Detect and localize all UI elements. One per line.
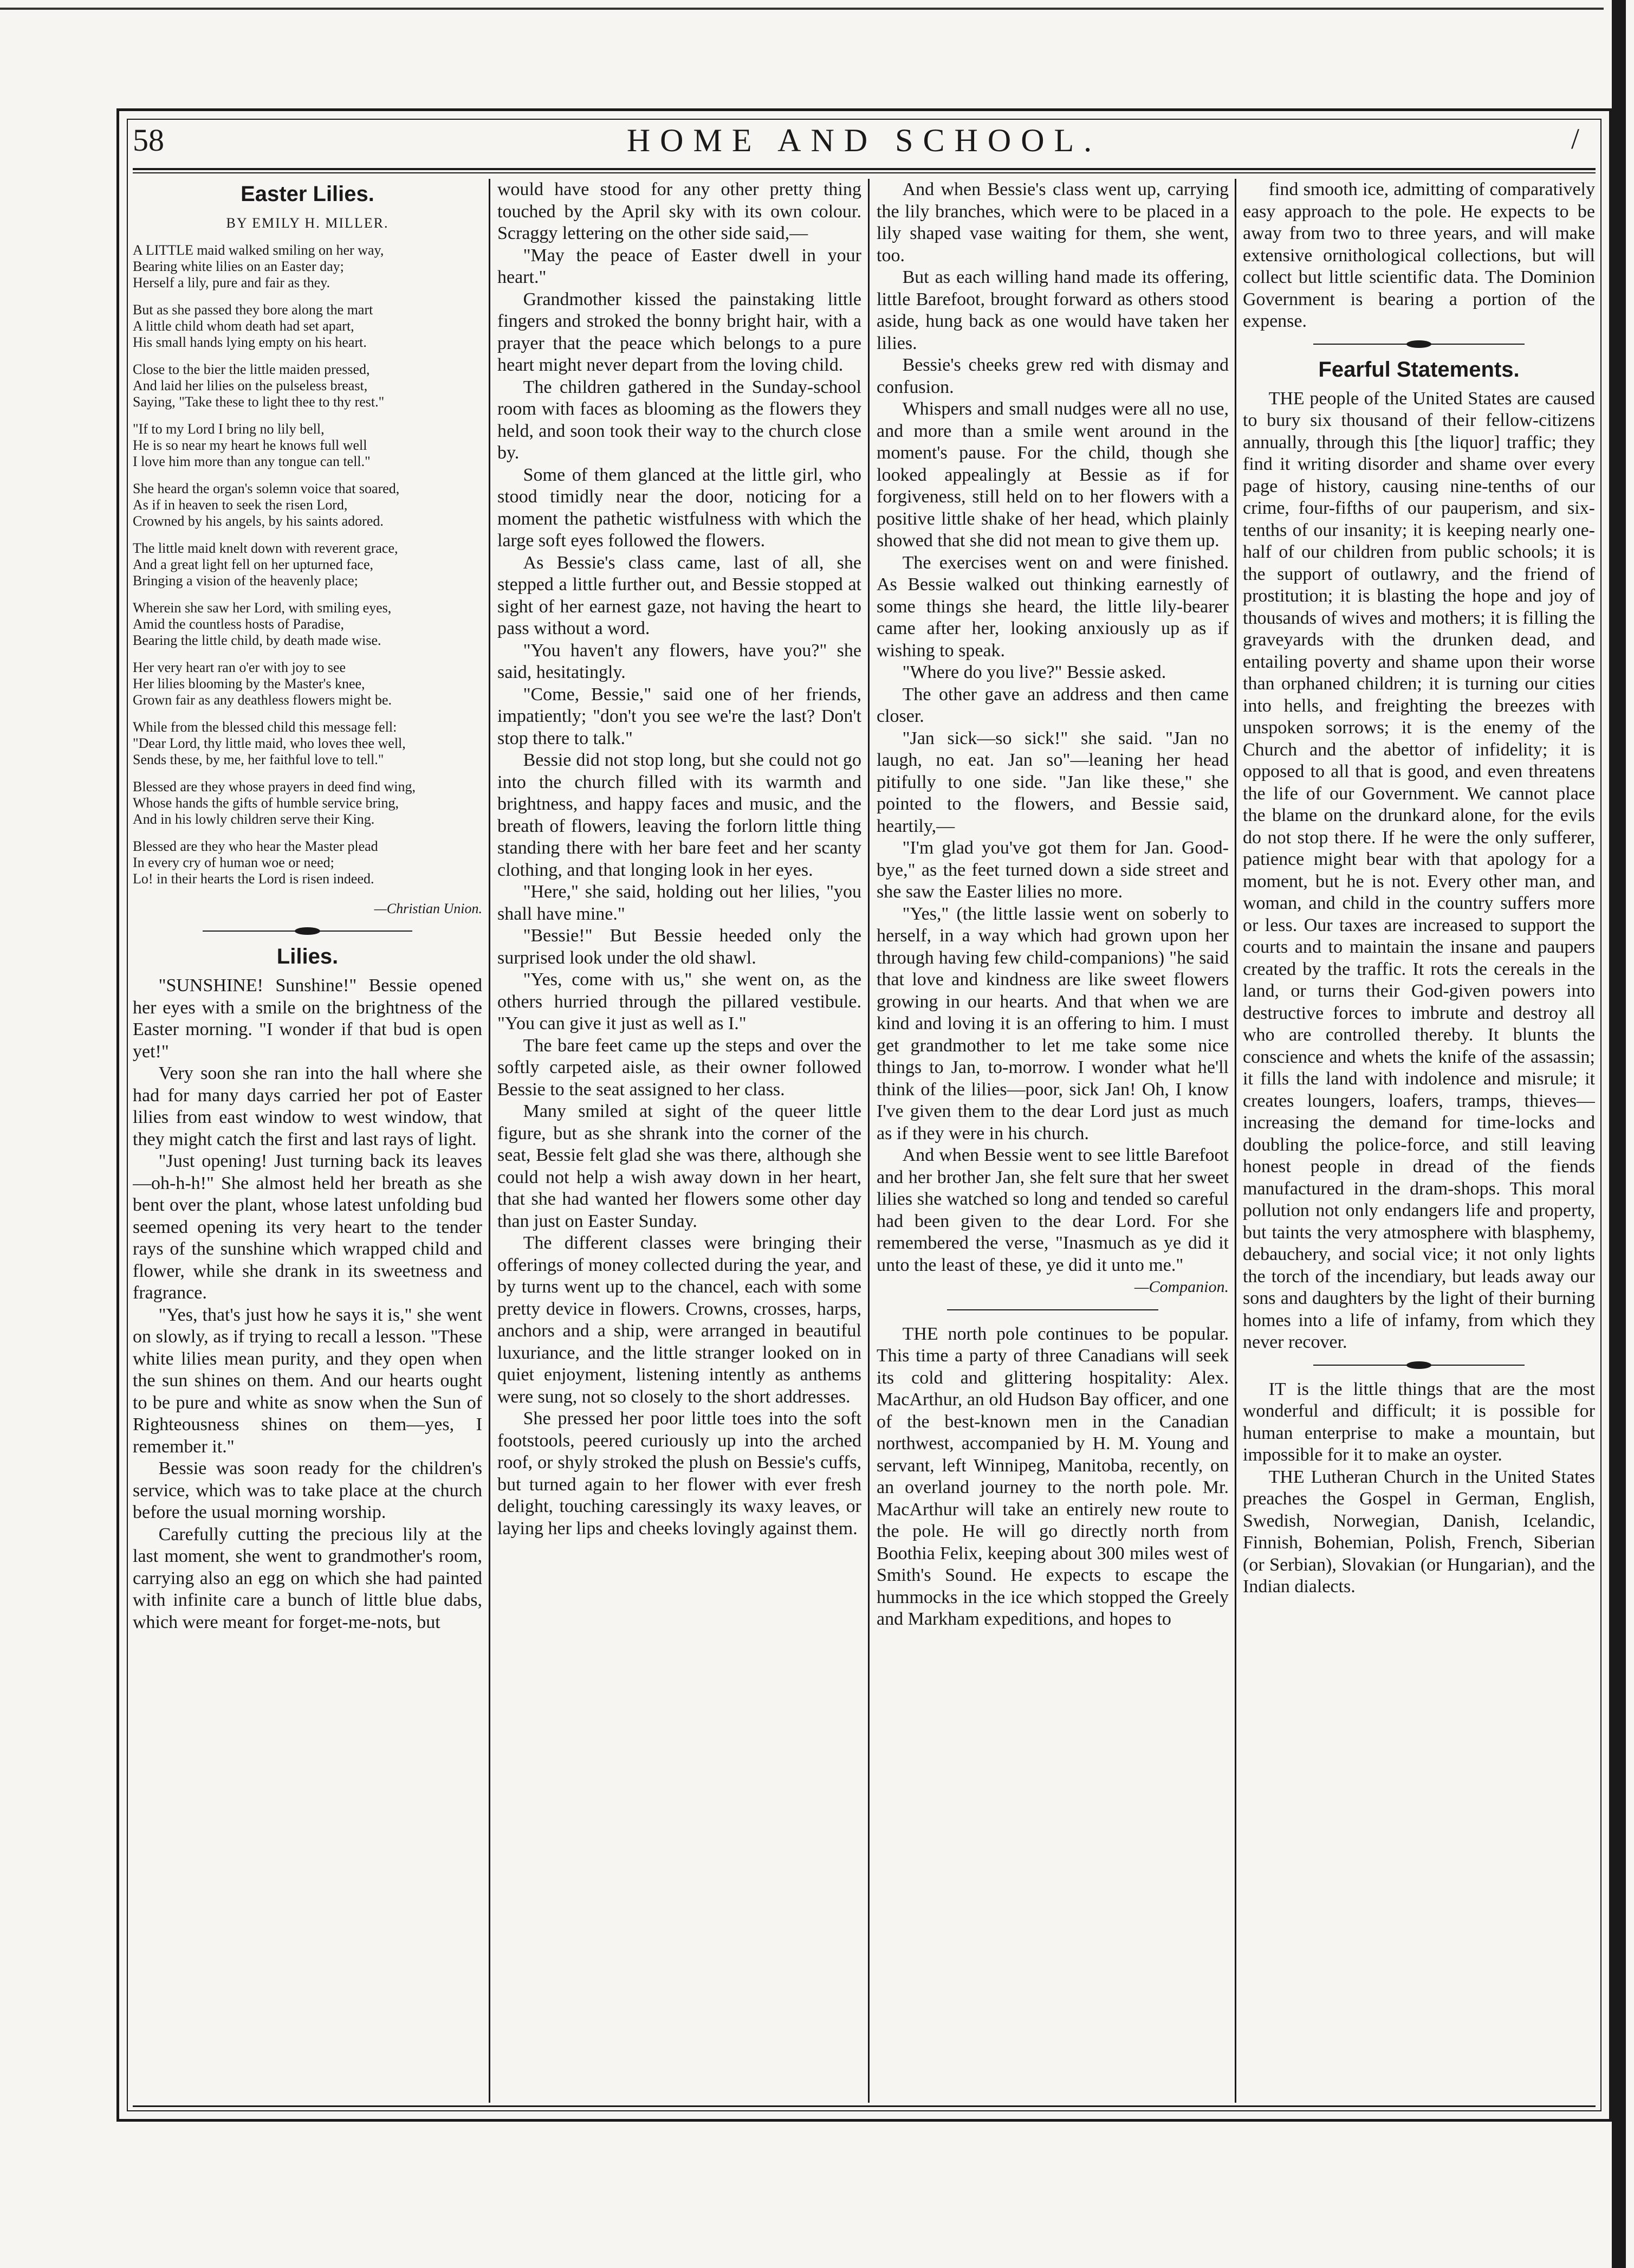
little-things-paragraph: IT is the little things that are the most wonderful and difficult; it is possible for human enterprise to make a mountain, but impossible for it to make an oyster. xyxy=(1243,1379,1595,1465)
section-divider xyxy=(1313,1361,1525,1369)
poem-line: She heard the organ's solemn voice that soared, xyxy=(133,480,400,496)
page-number: 58 xyxy=(133,122,164,158)
poem-stanza xyxy=(133,481,482,529)
poem-line: A little child whom death had set apart, xyxy=(133,318,354,334)
section-divider xyxy=(203,927,412,935)
poem-line: A LITTLE maid walked smiling on her way, xyxy=(133,242,384,258)
lilies-paragraph: And when Bessie went to see little Barefoot and her brother Jan, she felt sure that her sweet lilies she watched so long and tended so careful had been given to the dear Lord. For she remembered the verse, "Inasmuch as ye did it unto the least of these, ye did it unto me." xyxy=(877,1145,1229,1275)
column-2 xyxy=(497,179,861,2097)
poem-line: Saying, "Take these to light thee to thy rest." xyxy=(133,393,385,410)
lilies-paragraph: "You haven't any flowers, have you?" she said, hesitatingly. xyxy=(497,640,861,682)
easter-lilies-poem xyxy=(133,242,482,887)
lilies-paragraph: The other gave an address and then came closer. xyxy=(877,684,1229,726)
story-credit: —Companion. xyxy=(1134,1278,1229,1296)
lilies-paragraph: "Yes," (the little lassie went on soberly to herself, in a way which had grown upon her through having few child-companions) "he said that love and kindness are like sweet flowers growing in our hearts. And that when we are kind and loving it is an offering to him. I must get grandmother to let me take some nice things to Jan, to-morrow. I wonder what he'll think of the lilies—poor, sick Jan! Oh, I know I've given them to the dear Lord just as much as if they were in his church. xyxy=(877,903,1229,1143)
poem-line: Sends these, by me, her faithful love to tell." xyxy=(133,751,384,767)
lilies-paragraph: "Where do you live?" Bessie asked. xyxy=(902,662,1166,682)
section-divider xyxy=(947,1306,1158,1314)
column-4 xyxy=(1243,179,1595,2097)
lilies-paragraph: Many smiled at sight of the queer little figure, but as she shrank into the corner of the seat, Bessie felt glad she was there, although she could not help a wish away down in her heart, that she had wanted her flowers some other day than just on Easter Sunday. xyxy=(497,1101,861,1231)
poem-line: Grown fair as any deathless flowers might be. xyxy=(133,692,392,708)
page-header xyxy=(133,122,1596,165)
lilies-paragraph: Very soon she ran into the hall where she had for many days carried her pot of Easter lilies from east window to west window, that they might catch the first and last rays of light. xyxy=(133,1063,482,1149)
lilies-paragraph: Bessie was soon ready for the children's service, which was to take place at the church before the usual morning worship. xyxy=(133,1458,482,1522)
binding-edge xyxy=(1612,0,1626,2268)
poem-line: And laid her lilies on the pulseless breast, xyxy=(133,377,368,393)
poem-line: Bringing a vision of the heavenly place; xyxy=(133,572,358,589)
north-pole-item-continued xyxy=(1243,179,1595,333)
easter-lilies-byline: BY EMILY H. MILLER. xyxy=(226,215,389,231)
easter-lilies-title: Easter Lilies. xyxy=(241,182,374,206)
lilies-paragraph: Carefully cutting the precious lily at the last moment, she went to grandmother's room, carrying also an egg on which she had painted with infinite care a bunch of little blue dabs, which were meant for forget-me-nots, but xyxy=(133,1524,482,1632)
header-rule-thin xyxy=(133,172,1596,173)
poem-line: And in his lowly children serve their King. xyxy=(133,811,375,827)
poem-stanza xyxy=(133,838,482,887)
column-3 xyxy=(877,179,1229,2097)
poem-line: Wherein she saw her Lord, with smiling eyes, xyxy=(133,599,392,616)
lilies-paragraph: The bare feet came up the steps and over the softly carpeted aisle, as their owner followed Bessie to the seat assigned to her class. xyxy=(497,1035,861,1100)
poem-stanza xyxy=(133,719,482,768)
fearful-statements-text xyxy=(1243,388,1595,1354)
lilies-paragraph: Some of them glanced at the little girl, who stood timidly near the door, noticing for a moment the pathetic wistfulness with which the large soft eyes followed the flowers. xyxy=(497,464,861,551)
column-rule-1 xyxy=(489,179,490,2103)
poem-stanza xyxy=(133,421,482,470)
lilies-story-part-3 xyxy=(877,179,1229,1276)
poem-line: Amid the countless hosts of Paradise, xyxy=(133,616,344,632)
poem-line: Close to the bier the little maiden pressed, xyxy=(133,361,370,377)
column-1 xyxy=(133,179,482,2097)
poem-line: Bearing white lilies on an Easter day; xyxy=(133,258,344,274)
lilies-paragraph: "Yes, come with us," she went on, as the others hurried through the pillared vestibule. "You can give it just as well as I." xyxy=(497,970,861,1033)
poem-stanza xyxy=(133,660,482,708)
poem-line: As if in heaven to seek the risen Lord, xyxy=(133,496,348,513)
lilies-paragraph: The exercises went on and were finished. As Bessie walked out thinking earnestly of some things she heard, the little lily-bearer came after her, looking anxiously up as if wishing to speak. xyxy=(877,552,1229,661)
lilies-paragraph: The different classes were bringing their offerings of money collected during the year, and by turns went up to the chancel, each with some pretty device in flowers. Crowns, crosses, harps, anchors and a ship, were arranged in beautiful luxuriance, and the little stranger looked on in quiet enjoyment, listening intently as anthems were sung, not so closely to the short addresses. xyxy=(497,1233,861,1407)
running-title: HOME AND SCHOOL. xyxy=(626,122,1102,158)
column-rule-2 xyxy=(868,179,870,2103)
lilies-paragraph: "SUNSHINE! Sunshine!" Bessie opened her eyes with a smile on the brightness of the Easter morning. "I wonder if that bud is open yet!" xyxy=(133,975,482,1062)
poem-stanza xyxy=(133,242,482,291)
header-mark: / xyxy=(1571,122,1579,155)
lilies-story-part-2 xyxy=(497,179,861,1540)
lilies-paragraph: Grandmother kissed the painstaking little fingers and stroked the bonny bright hair, with a prayer that the peace which belongs to a pure heart might never depart from the loving child. xyxy=(497,289,861,375)
fearful-statements-paragraph: THE people of the United States are caused to bury six thousand of their fellow-citizens annually, through this [the liquor] traffic; they find it writing disorder and shame over every page of history, causing nine-tenths of our crime, four-fifths of our pauperism, and six-tenths of our insanity; it is keeping nearly one-half of our children from public schools; it is the support of outlawry, and the friend of prostitution; it is blasting the hope and joy of thousands of wives and mothers; it is filling the graveyards with the drunken dead, and entailing poverty and shame upon their worse than orphaned children; it is turning our cities into hells, and freighting the breezes with unspoken sorrows; it is the enemy of the Church and the abettor of infidelity; it is opposed to all that is good, and even threatens the life of our Government. We cannot place the blame on the drunkard alone, for the evils do not stop there. If he were the only sufferer, patience might bear with that apology for a moment, but he is not. Every other man, and woman, and child in the country suffers more or less. Our taxes are increased to support the courts and to maintain the insane and paupers created by the traffic. It rots the cereals in the land, or turns their God-given powers into destructive forces to imbrute and destroy all who are controlled thereby. It blunts the conscience and whets the knife of the assassin; it fills the land with indolence and misrule; it creates loungers, loafers, tramps, thieves—increasing the demand for time-locks and doubling the police-force, and still leaving honest people in dread of the fiends manufactured in the dram-shops. This moral pollution not only endangers life and property, but taints the very atmosphere with blasphemy, debauchery, and social vice; it not only lights the torch of the incendiary, but leads away our sons and daughters by the light of their burning homes into a life of infamy, from which they never recover. xyxy=(1243,388,1595,1352)
page-top-rule xyxy=(0,8,1604,10)
lilies-paragraph: She pressed her poor little toes into the soft footstools, peered curiously up into the arched roof, or shyly stroked the plush on Bessie's cuffs, but turned again to her flower with ever fresh delight, touching caressingly its waxy leaves, or laying her lips and cheeks lovingly against them. xyxy=(497,1408,861,1539)
poem-line: Crowned by his angels, by his saints adored. xyxy=(133,513,384,529)
little-things-item xyxy=(1243,1379,1595,1598)
poem-line: Whose hands the gifts of humble service bring, xyxy=(133,794,399,811)
poem-line: Lo! in their hearts the Lord is risen indeed. xyxy=(133,870,374,887)
lilies-paragraph: "Yes, that's just how he says it is," she went on slowly, as if trying to recall a lesson. "These white lilies mean purity, and they open when the sun shines on them. And our hearts ought to be pure and white as snow when the Sun of Righteousness shines on them—yes, I remember it." xyxy=(133,1304,482,1457)
header-rule xyxy=(133,168,1596,170)
poem-line: Blessed are they who hear the Master plead xyxy=(133,838,378,854)
poem-line: Herself a lily, pure and fair as they. xyxy=(133,274,330,290)
poem-line: But as she passed they bore along the mart xyxy=(133,301,373,318)
poem-line: "If to my Lord I bring no lily bell, xyxy=(133,421,325,437)
poem-credit: —Christian Union. xyxy=(374,900,482,916)
lilies-paragraph: would have stood for any other pretty thing touched by the April sky with its own colour. Scraggy lettering on the other side said,— xyxy=(497,179,861,243)
lilies-paragraph: "May the peace of Easter dwell in your heart." xyxy=(497,245,861,287)
lilies-paragraph: But as each willing hand made its offering, little Barefoot, brought forward as others stood aside, hung back as one would have taken her lilies. xyxy=(877,267,1229,353)
poem-stanza xyxy=(133,779,482,828)
lilies-paragraph: "Here," she said, holding out her lilies, "you shall have mine." xyxy=(497,882,861,924)
poem-stanza xyxy=(133,361,482,410)
poem-line: While from the blessed child this message fell: xyxy=(133,719,397,735)
bottom-rule xyxy=(133,2105,1596,2107)
lilies-paragraph: Bessie's cheeks grew red with dismay and confusion. xyxy=(877,355,1229,397)
poem-line: Her very heart ran o'er with joy to see xyxy=(133,659,346,675)
poem-stanza xyxy=(133,600,482,649)
poem-line: I love him more than any tongue can tell." xyxy=(133,453,371,469)
north-pole-item xyxy=(877,1323,1229,1631)
lilies-paragraph: And when Bessie's class went up, carrying the lily branches, which were to be placed in a lily shaped vase waiting for them, she went, too. xyxy=(877,179,1229,266)
lilies-paragraph: The children gathered in the Sunday-school room with faces as blooming as the flowers they held, and soon took their way to the church close by. xyxy=(497,377,861,463)
lilies-paragraph: "Just opening! Just turning back its leaves—oh-h-h!" She almost held her breath as she bent over the plant, whose latest unfolding bud seemed opening its very heart to the tender rays of the sunshine which wrapped child and flower, while she drank in its sweetness and fragrance. xyxy=(133,1151,482,1303)
little-things-paragraph: THE Lutheran Church in the United States preaches the Gospel in German, English, Swedish, Norwegian, Danish, Icelandic, Finnish, Bohemian, Polish, French, Siberian (or Serbian), Slovakian (or Hungarian), and the Indian dialects. xyxy=(1243,1466,1595,1597)
poem-line: In every cry of human woe or need; xyxy=(133,854,334,870)
lilies-paragraph: As Bessie's class came, last of all, she stepped a little further out, and Bessie stopped at sight of her earnest gaze, not having the heart to pass without a word. xyxy=(497,552,861,638)
lilies-story-part-1 xyxy=(133,975,482,1633)
lilies-paragraph: "I'm glad you've got them for Jan. Good-bye," as the feet turned down a side street and she saw the Easter lilies no more. xyxy=(877,838,1229,902)
poem-line: The little maid knelt down with reverent grace, xyxy=(133,540,398,556)
poem-line: "Dear Lord, thy little maid, who loves thee well, xyxy=(133,735,406,751)
lilies-paragraph: "Bessie!" But Bessie heeded only the surprised look under the old shawl. xyxy=(497,926,861,968)
lilies-paragraph: "Jan sick—so sick!" she said. "Jan no laugh, no eat. Jan so"—leaning her head pitifully to one side. "Jan like these," she pointed to the flowers, and Bessie said, heartily,— xyxy=(877,728,1229,836)
poem-line: And a great light fell on her upturned face, xyxy=(133,556,373,572)
lilies-title: Lilies. xyxy=(276,945,339,968)
poem-line: Bearing the little child, by death made wise. xyxy=(133,632,381,648)
poem-stanza xyxy=(133,302,482,351)
poem-line: His small hands lying empty on his heart. xyxy=(133,334,367,350)
fearful-statements-title: Fearful Statements. xyxy=(1318,357,1520,382)
north-pole-paragraph: THE north pole continues to be popular. This time a party of three Canadians will seek its cold and glittering hospitality: Alex. MacArthur, an old Hudson Bay officer, and one of the best-known men in the Canadian northwest, accompanied by H. M. Young and servant, left Winnipeg, Manitoba, recently, on an overland journey to the north pole. Mr. MacArthur will take an entirely new route to the pole. He will go directly north from Boothia Felix, keeping about 300 miles west of Smith's Sound. He expects to escape the hummocks in the ice which stopped the Greely and Markham expeditions, and hopes to xyxy=(877,1323,1229,1629)
lilies-paragraph: Whispers and small nudges were all no use, and more than a smile went around in the moment's pause. For the child, though she looked appealingly at Bessie as if for forgiveness, still held on to her flowers with a positive little shake of her head, which plainly showed that she did not mean to give them up. xyxy=(877,399,1229,551)
poem-stanza xyxy=(133,540,482,589)
poem-line: Her lilies blooming by the Master's knee, xyxy=(133,675,365,692)
poem-line: Blessed are they whose prayers in deed find wing, xyxy=(133,778,416,794)
column-rule-3 xyxy=(1235,179,1236,2103)
lilies-paragraph: Bessie did not stop long, but she could not go into the church filled with its warmth and brightness, and happy faces and music, and the breath of flowers, leaving the forlorn little thing standing there with her bare feet and her scanty clothing, and that longing look in her eyes. xyxy=(497,750,861,880)
north-pole-paragraph: find smooth ice, admitting of comparatively easy approach to the pole. He expects to be away from two to three years, and will make extensive ornithological collections, but will collect but little scientific data. The Dominion Government is bearing a portion of the expense. xyxy=(1243,179,1595,331)
lilies-paragraph: "Come, Bessie," said one of her friends, impatiently; "don't you see we're the last? Don't stop there to talk." xyxy=(497,684,861,748)
section-divider xyxy=(1313,340,1525,348)
poem-line: He is so near my heart he knows full well xyxy=(133,437,367,453)
